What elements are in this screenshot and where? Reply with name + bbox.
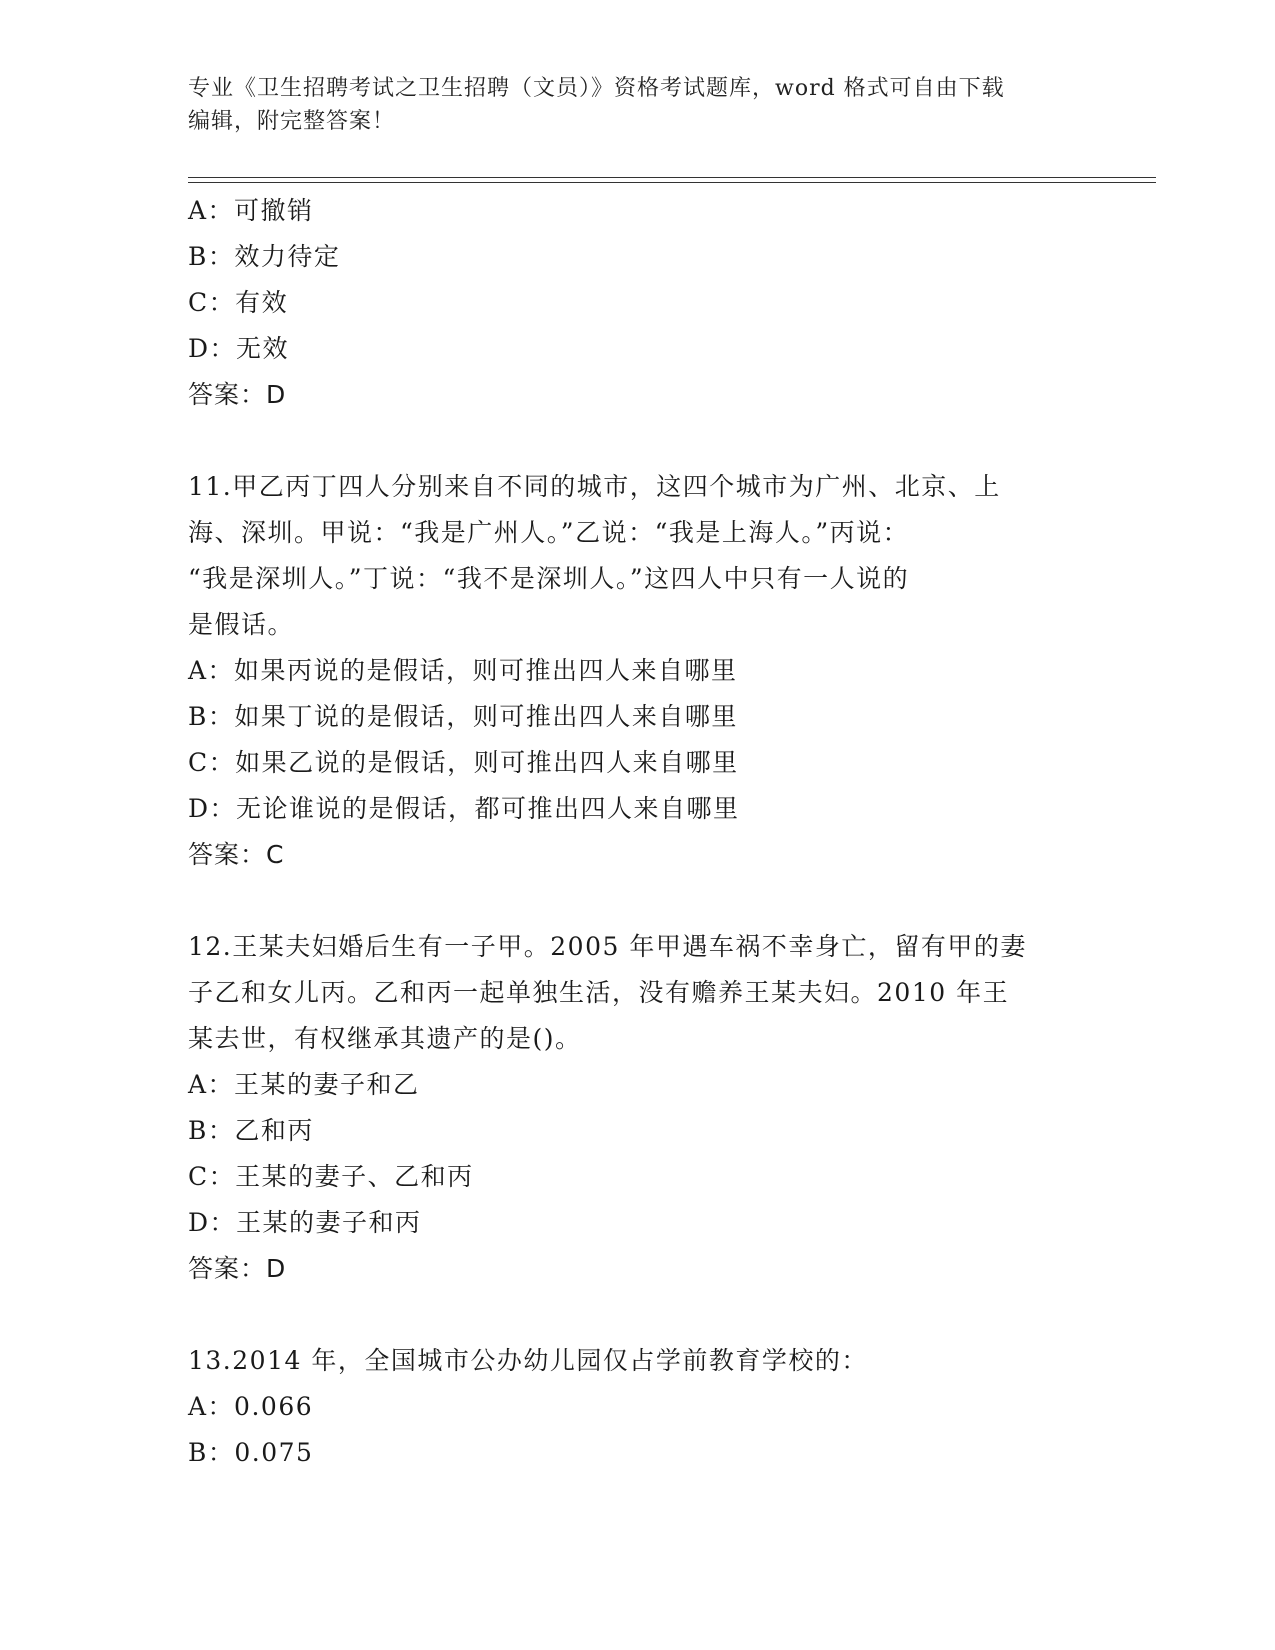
question-list xyxy=(188,188,1088,1476)
question-block-13 xyxy=(188,1338,1088,1476)
question-stem-line: 子乙和女儿丙。乙和丙一起单独生活，没有赡养王某夫妇。2010 年王 xyxy=(188,978,1010,1007)
option-d: D：王某的妻子和丙 xyxy=(188,1208,422,1237)
question-stem-line: 12.王某夫妇婚后生有一子甲。2005 年甲遇车祸不幸身亡，留有甲的妻 xyxy=(188,932,1027,961)
spacer xyxy=(188,418,1088,464)
question-stem-line: 11.甲乙丙丁四人分别来自不同的城市，这四个城市为广州、北京、上 xyxy=(188,472,1001,501)
option-b: B：效力待定 xyxy=(188,242,341,271)
option-d: D：无效 xyxy=(188,334,290,363)
option-b: B：如果丁说的是假话，则可推出四人来自哪里 xyxy=(188,702,738,731)
header-divider-top xyxy=(188,177,1156,178)
option-b: B：0.075 xyxy=(188,1438,314,1467)
spacer xyxy=(188,878,1088,924)
option-c: C：王某的妻子、乙和丙 xyxy=(188,1162,474,1191)
header-line-2: 编辑，附完整答案！ xyxy=(188,109,396,134)
option-a: A：0.066 xyxy=(188,1392,314,1421)
spacer xyxy=(188,1292,1088,1338)
question-stem-line: “我是深圳人。”丁说：“我不是深圳人。”这四人中只有一人说的 xyxy=(188,564,910,593)
question-block-11 xyxy=(188,464,1088,878)
question-stem-line: 某去世，有权继承其遗产的是()。 xyxy=(188,1024,582,1053)
header-divider-bottom xyxy=(188,182,1156,183)
option-c: C：如果乙说的是假话，则可推出四人来自哪里 xyxy=(188,748,739,777)
header-line-1: 专业《卫生招聘考试之卫生招聘（文员）》资格考试题库，word 格式可自由下载 xyxy=(188,76,1005,101)
question-stem-line: 13.2014 年，全国城市公办幼儿园仅占学前教育学校的： xyxy=(188,1346,868,1375)
option-b: B：乙和丙 xyxy=(188,1116,314,1145)
question-block-12 xyxy=(188,924,1088,1292)
option-d: D：无论谁说的是假话，都可推出四人来自哪里 xyxy=(188,794,740,823)
answer-line: 答案：D xyxy=(188,380,287,409)
answer-line: 答案：D xyxy=(188,1254,287,1283)
document-header xyxy=(188,72,1088,138)
answer-line: 答案：C xyxy=(188,840,285,869)
option-a: A：可撤销 xyxy=(188,196,314,225)
option-a: A：王某的妻子和乙 xyxy=(188,1070,420,1099)
option-a: A：如果丙说的是假话，则可推出四人来自哪里 xyxy=(188,656,738,685)
question-block-10 xyxy=(188,188,1088,418)
question-stem-line: 海、深圳。甲说：“我是广州人。”乙说：“我是上海人。”丙说： xyxy=(188,518,910,547)
question-stem-line: 是假话。 xyxy=(188,610,295,639)
option-c: C：有效 xyxy=(188,288,289,317)
